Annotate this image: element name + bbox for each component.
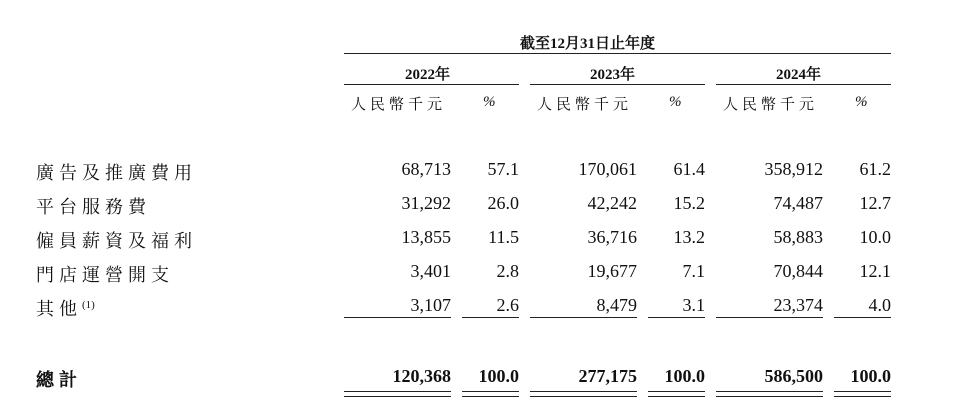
total-pct-2023: 100.0 bbox=[664, 366, 705, 386]
row-label: 平台服務費 bbox=[36, 197, 151, 217]
year-header-2024: 2024年 bbox=[776, 67, 822, 83]
double-rule-pct-2022 bbox=[462, 396, 519, 397]
cell-amount-2022: 31,292 bbox=[401, 193, 451, 213]
cell-pct-2023: 15.2 bbox=[673, 193, 705, 213]
double-rule-amount-2022 bbox=[344, 391, 451, 392]
pct-header-2023: % bbox=[669, 94, 682, 110]
double-rule-pct-2024 bbox=[834, 396, 891, 397]
cell-amount-2024: 23,374 bbox=[773, 295, 823, 315]
cell-amount-2024: 58,883 bbox=[773, 227, 823, 247]
cell-pct-2024: 4.0 bbox=[868, 295, 891, 315]
total-pct-2024: 100.0 bbox=[850, 366, 891, 386]
unit-header-2022: 人民幣千元 bbox=[351, 97, 447, 113]
cell-amount-2022: 68,713 bbox=[401, 159, 451, 179]
cell-pct-2023: 61.4 bbox=[673, 159, 705, 179]
subtotal-rule-amount-2023 bbox=[530, 317, 637, 318]
cell-pct-2023: 3.1 bbox=[682, 295, 705, 315]
double-rule-pct-2022 bbox=[462, 391, 519, 392]
double-rule-pct-2023 bbox=[648, 396, 705, 397]
pct-header-2022: % bbox=[483, 94, 496, 110]
cell-amount-2022: 3,107 bbox=[410, 295, 451, 315]
cell-pct-2022: 57.1 bbox=[487, 159, 519, 179]
cell-pct-2024: 61.2 bbox=[859, 159, 891, 179]
cell-amount-2024: 358,912 bbox=[764, 159, 823, 179]
double-rule-pct-2024 bbox=[834, 391, 891, 392]
year-rule-2023 bbox=[530, 84, 705, 85]
cell-amount-2023: 170,061 bbox=[578, 159, 637, 179]
cell-amount-2024: 70,844 bbox=[773, 261, 823, 281]
period-header-rule bbox=[344, 53, 891, 54]
cell-amount-2023: 42,242 bbox=[587, 193, 637, 213]
cell-pct-2024: 12.7 bbox=[859, 193, 891, 213]
double-rule-amount-2022 bbox=[344, 396, 451, 397]
total-amount-2022: 120,368 bbox=[392, 366, 451, 386]
year-rule-2024 bbox=[716, 84, 891, 85]
unit-header-2023: 人民幣千元 bbox=[537, 97, 633, 113]
total-pct-2022: 100.0 bbox=[478, 366, 519, 386]
cell-amount-2022: 13,855 bbox=[401, 227, 451, 247]
unit-header-2024: 人民幣千元 bbox=[723, 97, 819, 113]
total-amount-2024: 586,500 bbox=[764, 366, 823, 386]
row-label: 門店運營開支 bbox=[36, 265, 174, 285]
subtotal-rule-pct-2022 bbox=[462, 317, 519, 318]
year-header-2022: 2022年 bbox=[405, 67, 451, 83]
cell-amount-2023: 36,716 bbox=[587, 227, 637, 247]
double-rule-amount-2024 bbox=[716, 391, 823, 392]
subtotal-rule-pct-2024 bbox=[834, 317, 891, 318]
year-header-2023: 2023年 bbox=[590, 67, 636, 83]
row-label: 其他$^{(1)}$ bbox=[36, 299, 95, 319]
cell-pct-2024: 12.1 bbox=[859, 261, 891, 281]
footnote-marker: (1) bbox=[82, 299, 95, 311]
subtotal-rule-pct-2023 bbox=[648, 317, 705, 318]
cell-amount-2022: 3,401 bbox=[410, 261, 451, 281]
cell-pct-2022: 11.5 bbox=[488, 227, 519, 247]
cell-amount-2023: 8,479 bbox=[596, 295, 637, 315]
subtotal-rule-amount-2024 bbox=[716, 317, 823, 318]
cell-pct-2024: 10.0 bbox=[859, 227, 891, 247]
period-header: 截至12月31日止年度 bbox=[520, 36, 656, 52]
cell-pct-2023: 7.1 bbox=[682, 261, 705, 281]
cell-pct-2022: 2.8 bbox=[496, 261, 519, 281]
total-label: 總計 bbox=[36, 370, 82, 390]
total-amount-2023: 277,175 bbox=[578, 366, 637, 386]
double-rule-pct-2023 bbox=[648, 391, 705, 392]
double-rule-amount-2023 bbox=[530, 396, 637, 397]
row-label: 廣告及推廣費用 bbox=[36, 163, 197, 183]
double-rule-amount-2023 bbox=[530, 391, 637, 392]
double-rule-amount-2024 bbox=[716, 396, 823, 397]
cell-pct-2023: 13.2 bbox=[673, 227, 705, 247]
cell-amount-2023: 19,677 bbox=[587, 261, 637, 281]
year-rule-2022 bbox=[344, 84, 519, 85]
cell-pct-2022: 26.0 bbox=[487, 193, 519, 213]
row-label: 僱員薪資及福利 bbox=[36, 231, 197, 251]
cell-amount-2024: 74,487 bbox=[773, 193, 823, 213]
cell-pct-2022: 2.6 bbox=[496, 295, 519, 315]
pct-header-2024: % bbox=[855, 94, 868, 110]
subtotal-rule-amount-2022 bbox=[344, 317, 451, 318]
